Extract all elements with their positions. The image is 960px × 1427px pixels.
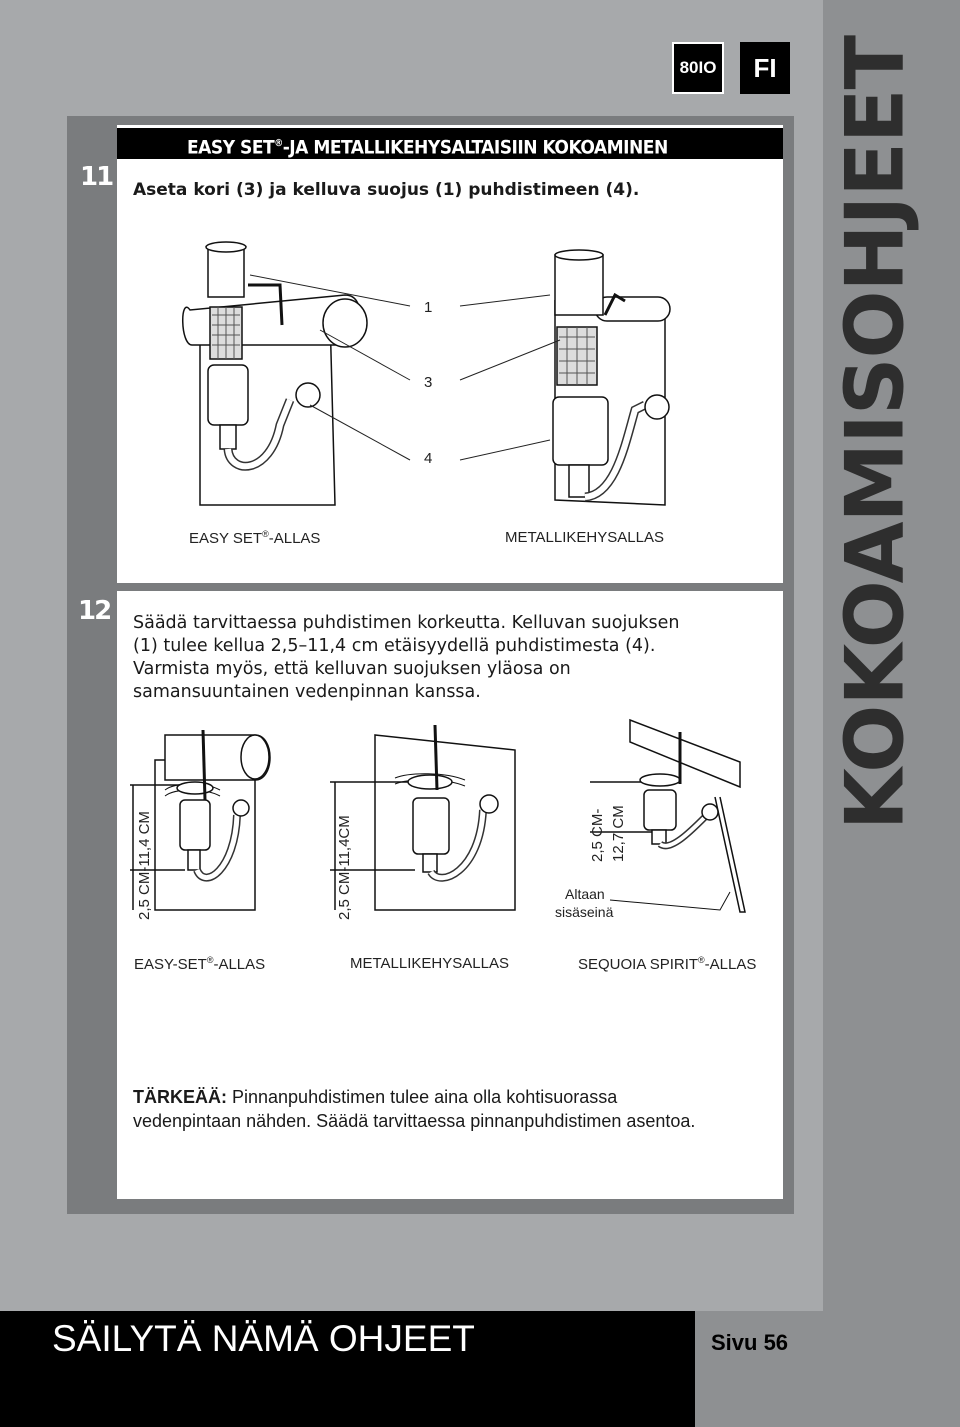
footer-page-box [695, 1311, 823, 1427]
step12-instruction: Säädä tarvittaessa puhdistimen korkeutta. Kelluvan suojuksen (1) tulee kellua 2,5–11,4 cm etäisyydellä puhdistimesta (4). Varmista myös, että kelluvan suojuksen yläosa on samansuuntainen vedenpinnan kanssa. [133, 613, 680, 702]
step-title: EASY SET®-JA METALLIKEHYSALTAISIIN KOKOAMINEN [117, 128, 783, 159]
wall-label-line2: sisäseinä [555, 904, 614, 920]
caption-easy-set-pool: EASY-SET®-ALLAS [134, 955, 266, 973]
metal-frame-height-illustration [325, 720, 525, 920]
label-easy-set-pool: EASY SET®-ALLAS [189, 529, 321, 547]
language-badge: FI [740, 42, 790, 94]
page-number: Sivu 56 [711, 1330, 789, 1355]
measure-sequoia-line2: 12,7 CM [610, 805, 627, 862]
step-separator [74, 583, 784, 591]
wall-label-line1: Altaan [565, 886, 605, 902]
step11-instruction: Aseta kori (3) ja kelluva suojus (1) puhdistimeen (4). [133, 180, 640, 200]
callout-3: 3 [424, 374, 433, 391]
callout-1: 1 [424, 299, 433, 316]
section-vertical-title: KOKOAMISOHJEET [828, 35, 922, 831]
measure-easy-set: 2,5 CM-11,4 CM [136, 811, 153, 920]
measure-metal-frame: 2,5 CM-11,4CM [336, 815, 353, 920]
model-badge: 80IO [672, 42, 724, 94]
caption-metal-frame-pool: METALLIKEHYSALLAS [350, 955, 509, 972]
important-note: TÄRKEÄÄ: Pinnanpuhdistimen tulee aina olla kohtisuorassa vedenpintaan nähden. Säädä tarvittaessa pinnanpuhdistimen asentoa. [133, 1087, 696, 1131]
callout-4: 4 [424, 450, 433, 467]
step-number-12: 12 [78, 596, 111, 626]
footer-title: SÄILYTÄ NÄMÄ OHJEET [52, 1318, 475, 1359]
callout-leader-lines [230, 270, 660, 510]
sequoia-spirit-height-illustration [580, 712, 770, 922]
measure-sequoia-line1: 2,5 CM- [589, 808, 606, 862]
caption-sequoia-spirit-pool: SEQUOIA SPIRIT®-ALLAS [578, 955, 757, 973]
step-number-11: 11 [80, 162, 113, 192]
label-metal-frame-pool: METALLIKEHYSALLAS [505, 529, 664, 546]
